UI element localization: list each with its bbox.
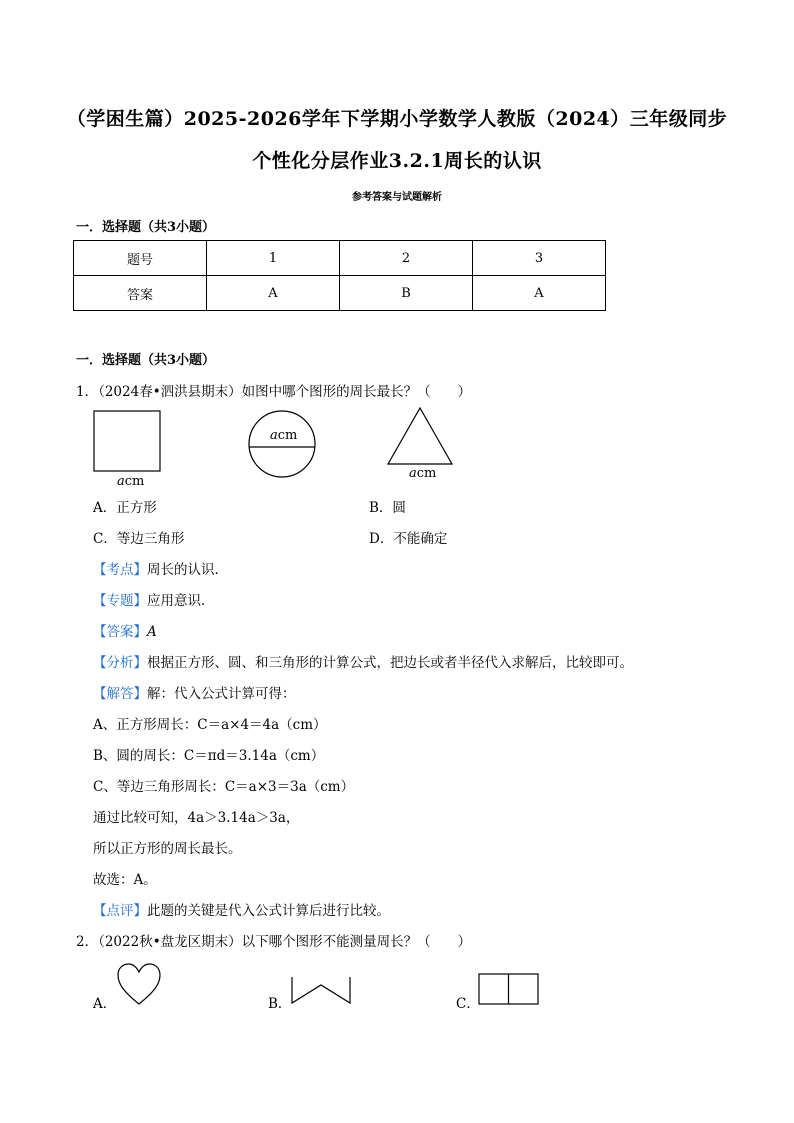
answer-table-row-numbers [74,241,606,276]
fenxi-text: 根据正方形、圆、和三角形的计算公式，把边长或者半径代入求解后，比较即可。 [147,655,633,671]
q1-solution-line: 通过比较可知，4a＞3.14a＞3a， [93,810,300,826]
square-figure [92,409,162,473]
heart-figure [116,962,162,1006]
triangle-figure [386,406,454,466]
q2-option-a: A． [93,996,117,1012]
answer-table-cell: 3 [473,241,606,276]
circle-label-var: a [270,428,278,443]
answer-table-cell: A [473,276,606,311]
answer-table-cell: 题号 [74,241,207,276]
q2-option-b: B． [268,996,292,1012]
question-2-stem: 2．（2022秋•盘龙区期末）以下哪个图形不能测量周长？（ ） [76,934,472,950]
kaodian-text: 周长的认识． [147,562,228,578]
q2-option-c: C． [456,996,480,1012]
q1-option-d: D．不能确定 [369,531,448,547]
open-zigzag-figure [290,975,352,1005]
zhuanti-text: 应用意识． [147,593,215,609]
answer-table [73,240,606,311]
q1-solution-line: C、等边三角形周长：C＝a×3＝3a（cm） [93,779,355,795]
circle-figure [248,409,318,479]
kaodian-tag: 【考点】 [93,562,147,578]
answer-table-row-answers [74,276,606,311]
circle-diameter-label [270,428,297,443]
question-1-stem: 1．（2024春•泗洪县期末）如图中哪个图形的周长最长？（ ） [76,384,472,400]
q1-dianping [93,899,390,919]
jieda-tag: 【解答】 [93,686,147,702]
q1-fenxi [93,651,633,671]
answer-table-cell: 2 [340,241,473,276]
answer-table-cell: 答案 [74,276,207,311]
document-title-line1: （学困生篇）2025-2026学年下学期小学数学人教版（2024）三年级同步 [66,108,728,130]
square-label [117,474,144,489]
document-title-line2: 个性化分层作业3.2.1周长的认识 [252,150,542,172]
circle-label-unit: cm [277,428,298,443]
daan-text: A [147,624,157,640]
double-square-figure [478,973,540,1007]
q1-solution-line: A、正方形周长：C＝a×4＝4a（cm） [93,717,327,733]
zhuanti-tag: 【专题】 [93,593,147,609]
fenxi-tag: 【分析】 [93,655,147,671]
q1-kaodian [93,558,228,578]
answer-section-heading: 一．选择题（共3小题） [76,220,216,235]
answer-table-cell: A [207,276,340,311]
square-label-var: a [117,474,125,489]
q1-option-c: C．等边三角形 [93,531,185,547]
q1-solution-line: 故选：A。 [93,872,157,888]
q1-answer [93,620,157,640]
q1-solution-line: B、圆的周长：C＝πd＝3.14a（cm） [93,748,325,764]
dianping-tag: 【点评】 [93,903,147,919]
square-label-unit: cm [124,474,145,489]
q1-solution-line: 所以正方形的周长最长。 [93,841,242,857]
dianping-text: 此题的关键是代入公式计算后进行比较。 [147,903,390,919]
q1-jieda [93,682,296,702]
answer-table-cell: B [340,276,473,311]
q1-option-a: A．正方形 [93,500,157,516]
q1-zhuanti [93,589,215,609]
triangle-label-var: a [409,466,417,481]
triangle-label-unit: cm [416,466,437,481]
document-subtitle: 参考答案与试题解析 [352,192,442,203]
triangle-label [409,466,436,481]
daan-tag: 【答案】 [93,624,147,640]
detail-section-heading: 一．选择题（共3小题） [76,353,216,368]
jieda-text: 解：代入公式计算可得： [147,686,296,702]
q1-option-b: B．圆 [369,500,406,516]
answer-table-cell: 1 [207,241,340,276]
